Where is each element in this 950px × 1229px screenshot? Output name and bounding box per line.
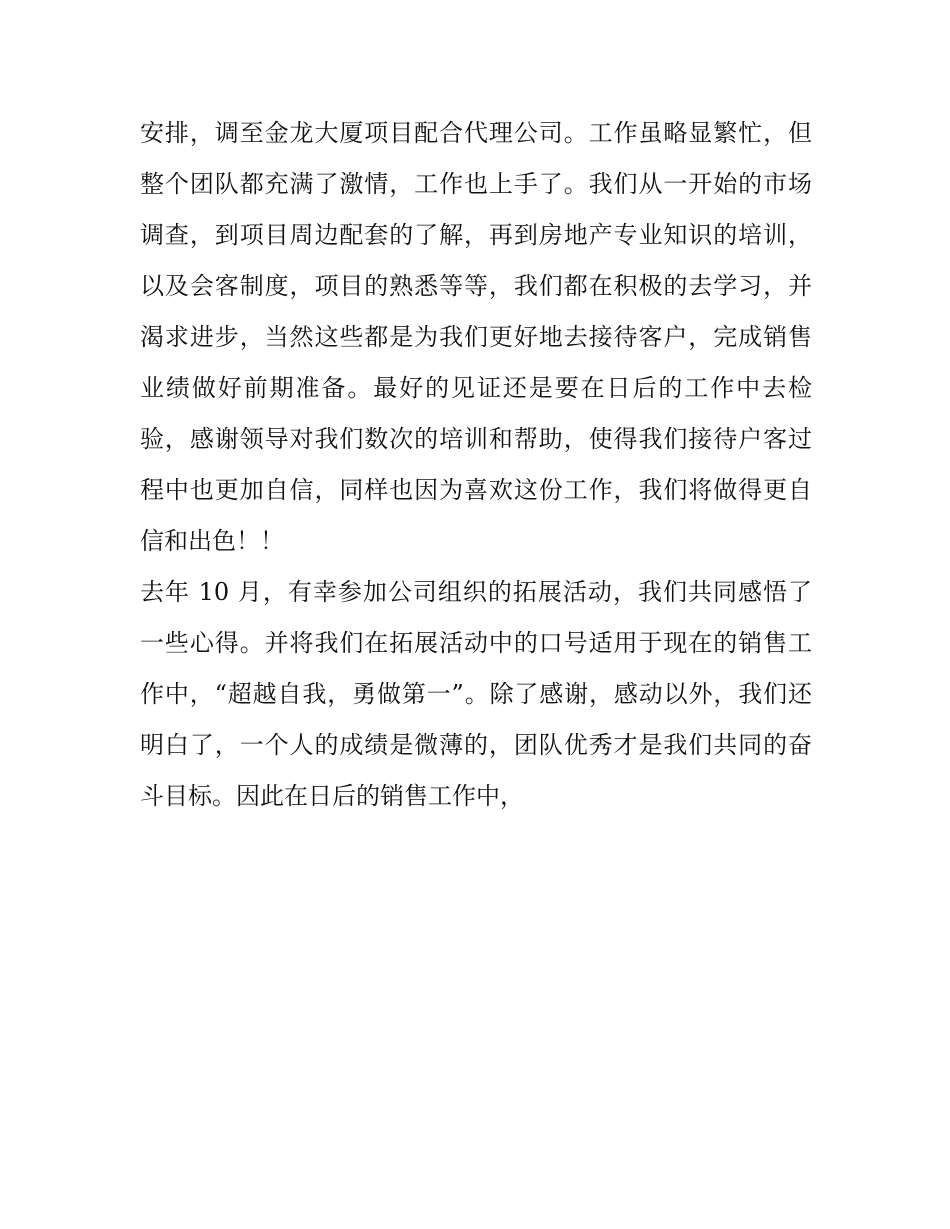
paragraph-line: 业绩做好前期准备。最好的见证还是要在日后的工作中去检 — [140, 374, 812, 402]
paragraph-line: 以及会客制度，项目的熟悉等等，我们都在积极的去学习，并 — [140, 272, 812, 300]
paragraph-line: 整个团队都充满了激情，工作也上手了。我们从一开始的市场 — [140, 170, 812, 198]
paragraph-2 — [140, 567, 812, 822]
paragraph-line: 明白了，一个人的成绩是微薄的，团队优秀才是我们共同的奋 — [140, 731, 812, 759]
paragraph-line: 调查，到项目周边配套的了解，再到房地产专业知识的培训， — [140, 221, 812, 249]
paragraph-line: 去年 10 月，有幸参加公司组织的拓展活动，我们共同感悟了 — [140, 578, 812, 606]
paragraph-line: 一些心得。并将我们在拓展活动中的口号适用于现在的销售工 — [140, 629, 812, 657]
paragraph-line: 安排，调至金龙大厦项目配合代理公司。工作虽略显繁忙，但 — [140, 119, 812, 147]
document-body — [140, 108, 812, 822]
paragraph-line: 程中也更加自信，同样也因为喜欢这份工作，我们将做得更自 — [140, 476, 812, 504]
paragraph-line: 斗目标。因此在日后的销售工作中， — [140, 782, 524, 810]
paragraph-line: 验，感谢领导对我们数次的培训和帮助，使得我们接待户客过 — [140, 425, 812, 453]
paragraph-line: 渴求进步，当然这些都是为我们更好地去接待客户，完成销售 — [140, 323, 812, 351]
paragraph-line: 信和出色！！ — [140, 527, 284, 555]
paragraph-line: 作中，“超越自我，勇做第一”。除了感谢，感动以外，我们还 — [140, 680, 812, 708]
paragraph-1 — [140, 108, 812, 567]
